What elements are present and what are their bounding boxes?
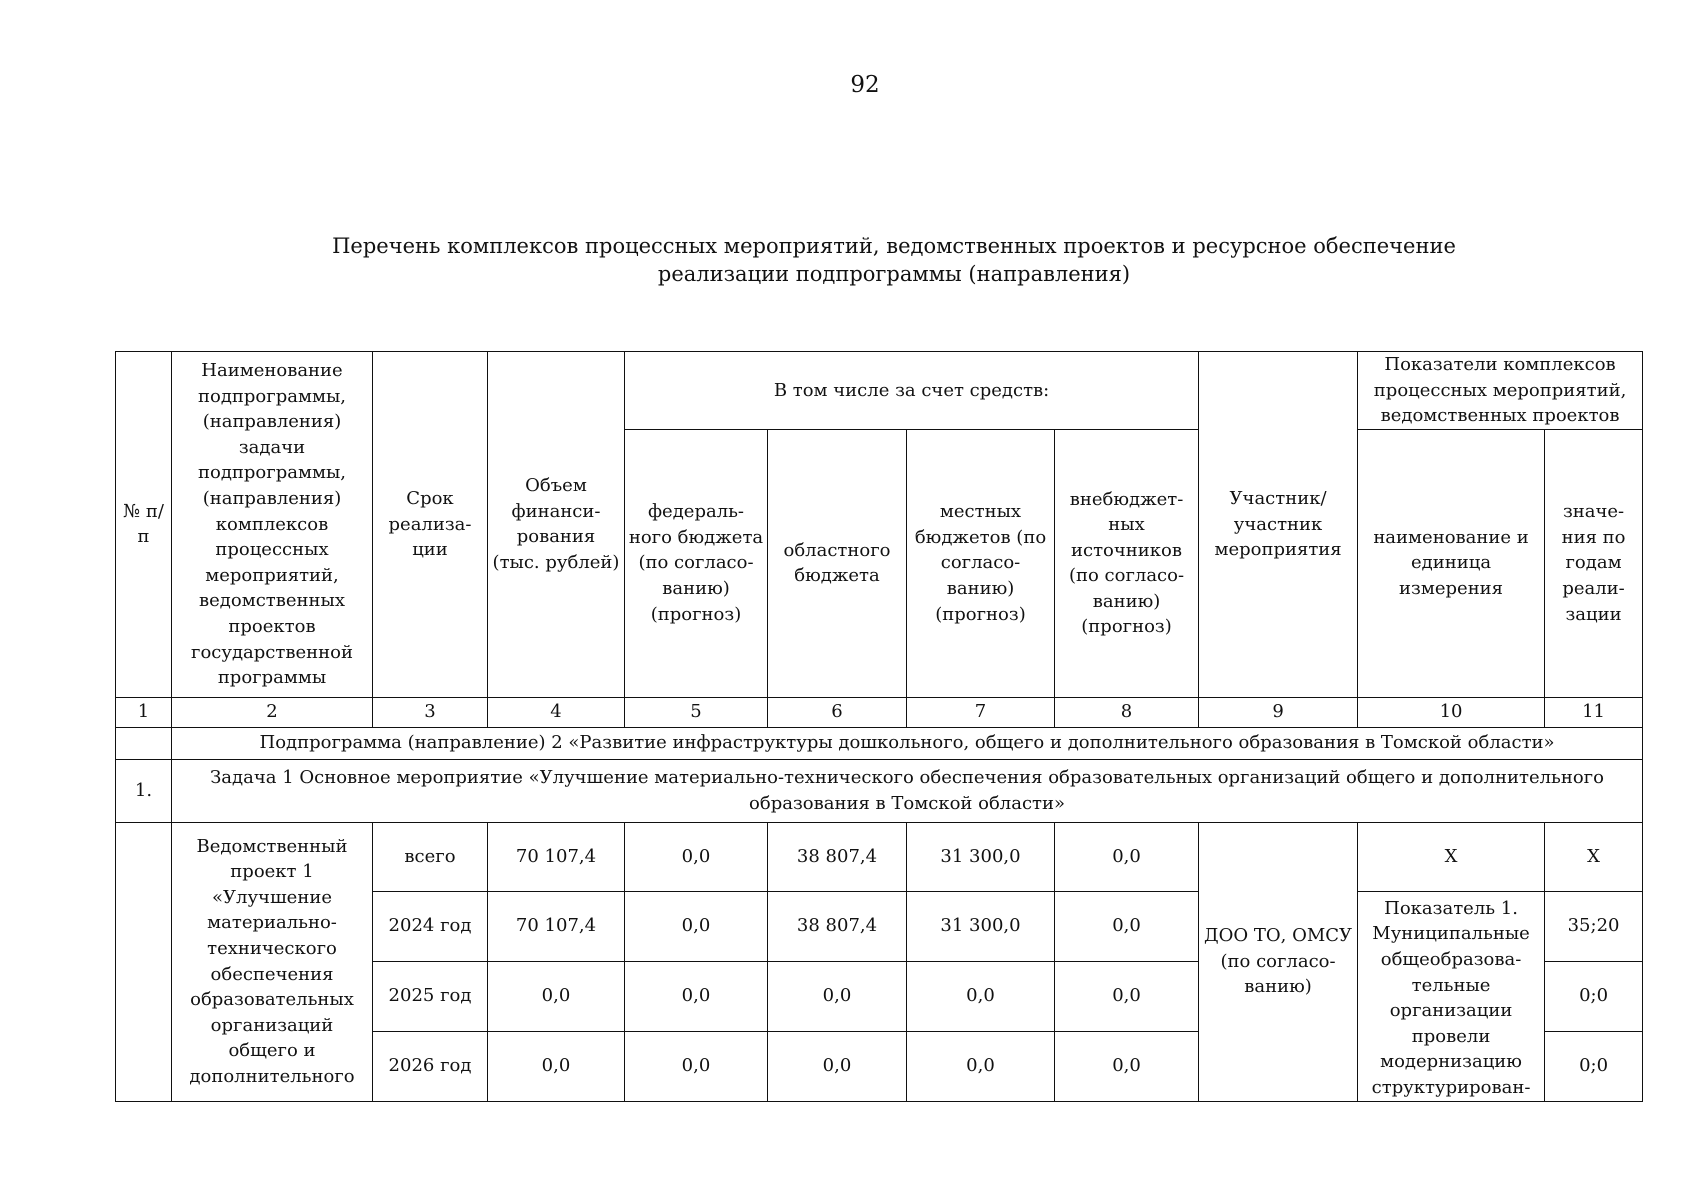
indicator-value-cell: X bbox=[1545, 822, 1643, 891]
column-number: 1 bbox=[116, 697, 172, 727]
term-cell: 2025 год bbox=[373, 961, 488, 1031]
volume-cell: 70 107,4 bbox=[488, 891, 625, 961]
column-number: 11 bbox=[1545, 697, 1643, 727]
term-cell: всего bbox=[373, 822, 488, 891]
regional-cell: 38 807,4 bbox=[768, 822, 907, 891]
header-extra: внебюджет-ных источников (по согласо-ванию) (прогноз) bbox=[1055, 429, 1199, 697]
document-title-line-1: Перечень комплексов процессных мероприятий, ведомственных проектов и ресурсное обеспечение bbox=[332, 234, 1456, 258]
page-number: 92 bbox=[850, 72, 880, 98]
local-cell: 0,0 bbox=[907, 1031, 1055, 1101]
header-incl-group: В том числе за счет средств: bbox=[625, 352, 1199, 430]
column-number: 6 bbox=[768, 697, 907, 727]
column-number: 7 bbox=[907, 697, 1055, 727]
project-participant: ДОО ТО, ОМСУ (по согласо-ванию) bbox=[1199, 822, 1358, 1101]
header-ind-values: значе-ния по годам реали-зации bbox=[1545, 429, 1643, 697]
extra-cell: 0,0 bbox=[1055, 822, 1199, 891]
task-num: 1. bbox=[116, 759, 172, 822]
extra-cell: 0,0 bbox=[1055, 891, 1199, 961]
federal-cell: 0,0 bbox=[625, 891, 768, 961]
document-title bbox=[0, 232, 1698, 288]
column-numbers-row bbox=[116, 697, 1643, 727]
header-name: Наименование подпрограммы, (направления) задачи подпрограммы, (направления) комплексов процессных мероприятий, ведомственных проектов государственной программы bbox=[172, 352, 373, 698]
header-volume: Объем финанси-рования (тыс. рублей) bbox=[488, 352, 625, 698]
program-table bbox=[115, 351, 1643, 1102]
federal-cell: 0,0 bbox=[625, 822, 768, 891]
header-regional: областного бюджета bbox=[768, 429, 907, 697]
federal-cell: 0,0 bbox=[625, 1031, 768, 1101]
indicator-value-cell: 0;0 bbox=[1545, 961, 1643, 1031]
column-number: 10 bbox=[1358, 697, 1545, 727]
local-cell: 0,0 bbox=[907, 961, 1055, 1031]
local-cell: 31 300,0 bbox=[907, 891, 1055, 961]
subprogram-num-cell bbox=[116, 727, 172, 759]
indicator-total-cell: X bbox=[1358, 822, 1545, 891]
header-federal: федераль-ного бюджета (по согласо-ванию) (прогноз) bbox=[625, 429, 768, 697]
indicator-value-cell: 0;0 bbox=[1545, 1031, 1643, 1101]
extra-cell: 0,0 bbox=[1055, 961, 1199, 1031]
column-number: 3 bbox=[373, 697, 488, 727]
project-num-cell bbox=[116, 822, 172, 1101]
volume-cell: 70 107,4 bbox=[488, 822, 625, 891]
task-title: Задача 1 Основное мероприятие «Улучшение материально-технического обеспечения образовательных организаций общего и дополнительного образования в Томской области» bbox=[172, 759, 1643, 822]
local-cell: 31 300,0 bbox=[907, 822, 1055, 891]
header-term: Срок реализа-ции bbox=[373, 352, 488, 698]
column-number: 8 bbox=[1055, 697, 1199, 727]
regional-cell: 0,0 bbox=[768, 1031, 907, 1101]
project-row-total bbox=[116, 822, 1643, 891]
column-number: 5 bbox=[625, 697, 768, 727]
term-cell: 2024 год bbox=[373, 891, 488, 961]
column-number: 9 bbox=[1199, 697, 1358, 727]
regional-cell: 38 807,4 bbox=[768, 891, 907, 961]
extra-cell: 0,0 bbox=[1055, 1031, 1199, 1101]
header-indicators-group bbox=[1358, 352, 1643, 430]
indicator-name: Показатель 1. Муниципальные общеобразова-тельные организации провели модернизацию структурирован- bbox=[1358, 891, 1545, 1101]
term-cell: 2026 год bbox=[373, 1031, 488, 1101]
header-local: местных бюджетов (по согласо-ванию) (прогноз) bbox=[907, 429, 1055, 697]
subprogram-row bbox=[116, 727, 1643, 759]
volume-cell: 0,0 bbox=[488, 1031, 625, 1101]
project-name: Ведомственный проект 1 «Улучшение материально-технического обеспечения образовательных организаций общего и дополнительного bbox=[172, 822, 373, 1101]
header-num: № п/п bbox=[116, 352, 172, 698]
subprogram-title: Подпрограмма (направление) 2 «Развитие инфраструктуры дошкольного, общего и дополнительного образования в Томской области» bbox=[172, 727, 1643, 759]
regional-cell: 0,0 bbox=[768, 961, 907, 1031]
volume-cell: 0,0 bbox=[488, 961, 625, 1031]
header-indicators-group-text: Показатели комплексов процессных мероприятий, ведомственных проектов bbox=[1373, 354, 1627, 427]
task-row bbox=[116, 759, 1643, 822]
document-title-line-2: реализации подпрограммы (направления) bbox=[657, 262, 1131, 286]
federal-cell: 0,0 bbox=[625, 961, 768, 1031]
header-ind-name: наименование и единица измерения bbox=[1358, 429, 1545, 697]
column-number: 2 bbox=[172, 697, 373, 727]
indicator-value-cell: 35;20 bbox=[1545, 891, 1643, 961]
header-participant: Участник/ участник мероприятия bbox=[1199, 352, 1358, 698]
column-number: 4 bbox=[488, 697, 625, 727]
